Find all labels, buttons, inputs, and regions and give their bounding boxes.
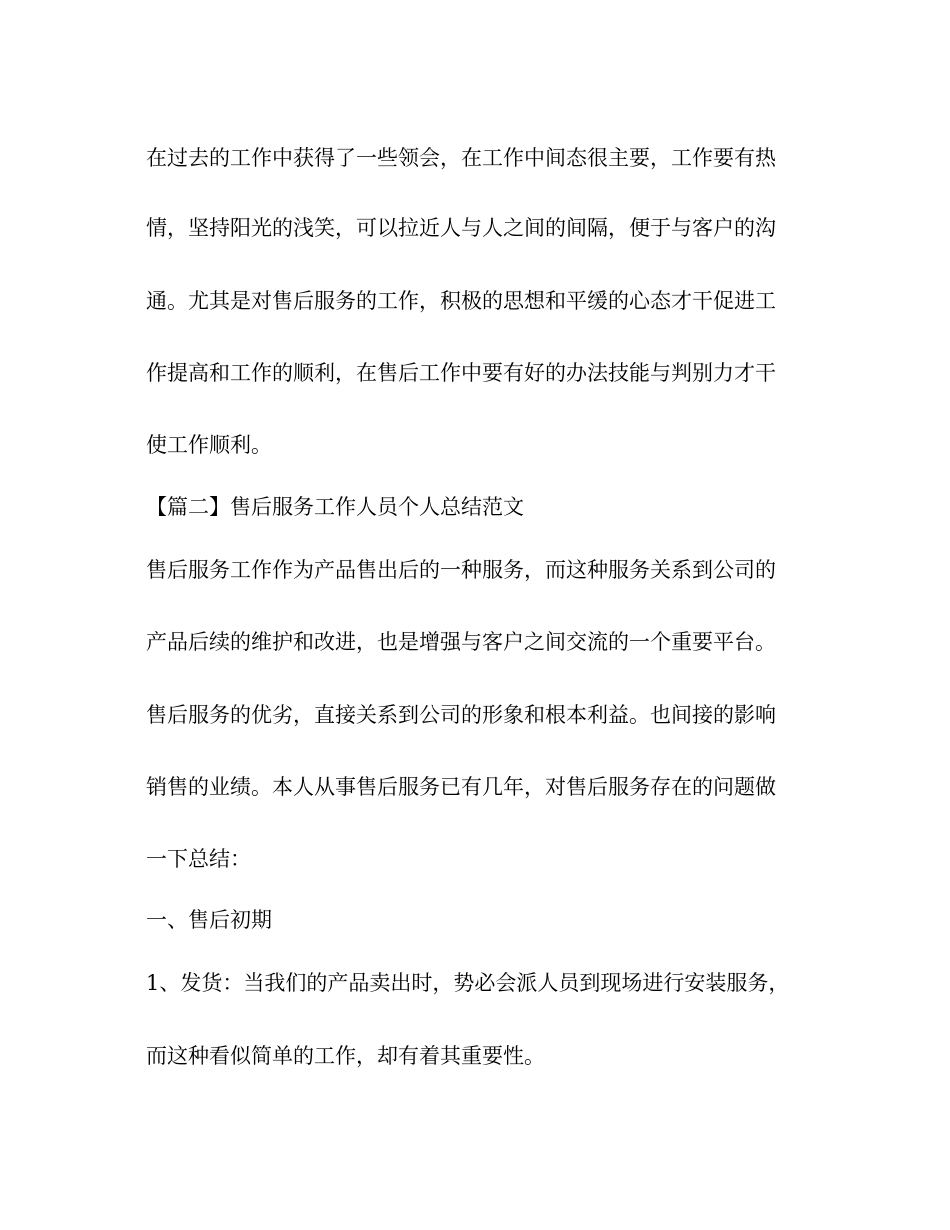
paragraph-line: 而这种看似简单的工作，却有着其重要性。: [146, 1044, 545, 1068]
paragraph-line: 1、发货：当我们的产品卖出时，势必会派人员到现场进行安装服务，: [146, 971, 790, 995]
paragraph-line: 产品后续的维护和改进，也是增强与客户之间交流的一个重要平台。: [146, 630, 776, 654]
paragraph-line: 使工作顺利。: [146, 433, 272, 457]
section-heading: 【篇二】售后服务工作人员个人总结范文: [146, 495, 524, 519]
paragraph-line: 销售的业绩。本人从事售后服务已有几年，对售后服务存在的问题做: [146, 775, 776, 799]
paragraph-line: 通。尤其是对售后服务的工作，积极的思想和平缓的心态才干促进工: [146, 289, 776, 313]
paragraph-line: 售后服务工作作为产品售出后的一种服务，而这种服务关系到公司的: [146, 558, 776, 582]
paragraph-line: 一下总结：: [146, 847, 251, 871]
paragraph-line: 在过去的工作中获得了一些领会，在工作中间态很主要，工作要有热: [146, 146, 776, 170]
paragraph-line: 情，坚持阳光的浅笑，可以拉近人与人之间的间隔，便于与客户的沟: [146, 216, 776, 240]
paragraph-line: 售后服务的优劣，直接关系到公司的形象和根本利益。也间接的影响: [146, 703, 776, 727]
subsection-heading: 一、售后初期: [146, 908, 272, 932]
paragraph-line: 作提高和工作的顺利，在售后工作中要有好的办法技能与判别力才干: [146, 361, 776, 385]
